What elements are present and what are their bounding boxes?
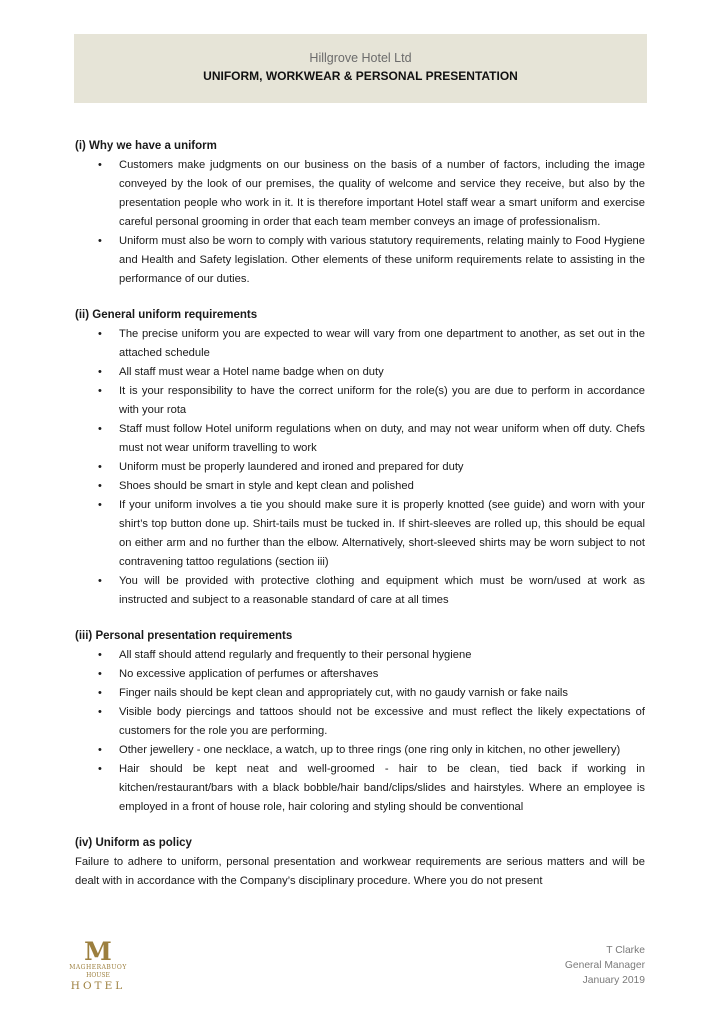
bullet-icon: • <box>98 763 102 775</box>
bullet-list <box>75 156 645 289</box>
section-uniform-policy <box>75 834 645 891</box>
section-why-uniform <box>75 137 645 289</box>
list-item-text: No excessive application of perfumes or aftershaves <box>119 668 379 680</box>
list-item-text: The precise uniform you are expected to wear will vary from one department to another, as set out in the attached schedule <box>119 328 645 359</box>
bullet-icon: • <box>98 499 102 511</box>
bullet-icon: • <box>98 385 102 397</box>
bullet-icon: • <box>98 159 102 171</box>
document-title: UNIFORM, WORKWEAR & PERSONAL PRESENTATION <box>203 69 518 83</box>
bullet-icon: • <box>98 706 102 718</box>
bullet-icon: • <box>98 423 102 435</box>
bullet-list <box>75 646 645 817</box>
section-heading: (iv) Uniform as policy <box>75 837 192 849</box>
bullet-icon: • <box>98 575 102 587</box>
logo-text-magherabuoy: MAGHERABUOY <box>69 964 127 971</box>
list-item <box>75 684 645 703</box>
bullet-icon: • <box>98 461 102 473</box>
policy-paragraph: Failure to adhere to uniform, personal presentation and workwear requirements are serious matters and will be dealt with in accordance with the Company’s disciplinary procedure. Where you do not present <box>75 856 645 887</box>
list-item <box>75 760 645 817</box>
list-item <box>75 496 645 572</box>
list-item <box>75 741 645 760</box>
company-name: Hillgrove Hotel Ltd <box>309 51 412 65</box>
list-item-text: All staff must wear a Hotel name badge when on duty <box>119 366 384 378</box>
list-item-text: Hair should be kept neat and well-groomed - hair to be clean, tied back if working in kitchen/restaurant/bars with a black bobble/hair band/clips/slides and hairstyles. Where an employee is employed in a front of house role, hair coloring and styling should be conventional <box>119 763 645 813</box>
list-item <box>75 646 645 665</box>
list-item-text: Shoes should be smart in style and kept clean and polished <box>119 480 414 492</box>
hotel-logo <box>68 937 128 996</box>
logo-text-hotel: HOTEL <box>70 980 126 992</box>
list-item <box>75 420 645 458</box>
list-item-text: Customers make judgments on our business on the basis of a number of factors, including the image conveyed by the look of our premises, the quality of welcome and service they receive, but also by the presentation people who work in it. It is therefore important Hotel staff wear a smart uniform and exercise careful personal grooming in order that each team member conveys an image of professionalism. <box>119 159 645 228</box>
section-heading: (iii) Personal presentation requirements <box>75 630 293 642</box>
signoff-name: T Clarke <box>606 945 645 956</box>
list-item-text: Staff must follow Hotel uniform regulations when on duty, and may not wear uniform when off duty. Chefs must not wear uniform travelling to work <box>119 423 645 454</box>
list-item-text: You will be provided with protective clothing and equipment which must be worn/used at work as instructed and subject to a reasonable standard of care at all times <box>119 575 645 606</box>
list-item <box>75 703 645 741</box>
signoff-date: January 2019 <box>582 975 645 986</box>
bullet-icon: • <box>98 328 102 340</box>
list-item-text: It is your responsibility to have the correct uniform for the role(s) you are due to perform in accordance with your rota <box>119 385 645 416</box>
list-item <box>75 363 645 382</box>
section-heading: (ii) General uniform requirements <box>75 309 258 321</box>
list-item <box>75 156 645 232</box>
list-item <box>75 382 645 420</box>
list-item-text: Finger nails should be kept clean and appropriately cut, with no gaudy varnish or fake nails <box>119 687 569 699</box>
list-item <box>75 572 645 610</box>
list-item-text: Uniform must be properly laundered and ironed and prepared for duty <box>119 461 464 473</box>
list-item-text: All staff should attend regularly and frequently to their personal hygiene <box>119 649 472 661</box>
section-heading: (i) Why we have a uniform <box>75 140 217 152</box>
section-general-requirements <box>75 306 645 610</box>
bullet-icon: • <box>98 668 102 680</box>
list-item <box>75 458 645 477</box>
list-item-text: Uniform must also be worn to comply with various statutory requirements, relating mainly to Food Hygiene and Health and Safety legislation. Other elements of these uniform requirements relate to assisting in the performance of our duties. <box>119 235 645 285</box>
list-item-text: Other jewellery - one necklace, a watch, up to three rings (one ring only in kitchen, no other jewellery) <box>119 744 621 756</box>
signoff-block <box>565 943 645 988</box>
document-header <box>74 34 647 103</box>
signoff-role: General Manager <box>564 960 645 971</box>
list-item <box>75 477 645 496</box>
bullet-icon: • <box>98 649 102 661</box>
document-body <box>75 137 645 908</box>
bullet-icon: • <box>98 235 102 247</box>
list-item <box>75 232 645 289</box>
list-item <box>75 325 645 363</box>
bullet-icon: • <box>98 366 102 378</box>
list-item <box>75 665 645 684</box>
bullet-icon: • <box>98 687 102 699</box>
list-item-text: If your uniform involves a tie you should make sure it is properly knotted (see guide) and worn with your shirt’s top button done up. Shirt-tails must be tucked in. If shirt-sleeves are rolled up, this should be equal on either arm and no further than the elbow. Alternatively, short-sleeved shirts may be worn subject to not contravening tattoo regulations (section iii) <box>119 499 645 568</box>
section-personal-presentation <box>75 627 645 817</box>
list-item-text: Visible body piercings and tattoos should not be excessive and must reflect the likely expectations of customers for the role you are performing. <box>119 706 645 737</box>
logo-monogram: M <box>84 937 112 966</box>
bullet-icon: • <box>98 480 102 492</box>
bullet-list <box>75 325 645 610</box>
bullet-icon: • <box>98 744 102 756</box>
logo-text-house: HOUSE <box>86 972 110 979</box>
